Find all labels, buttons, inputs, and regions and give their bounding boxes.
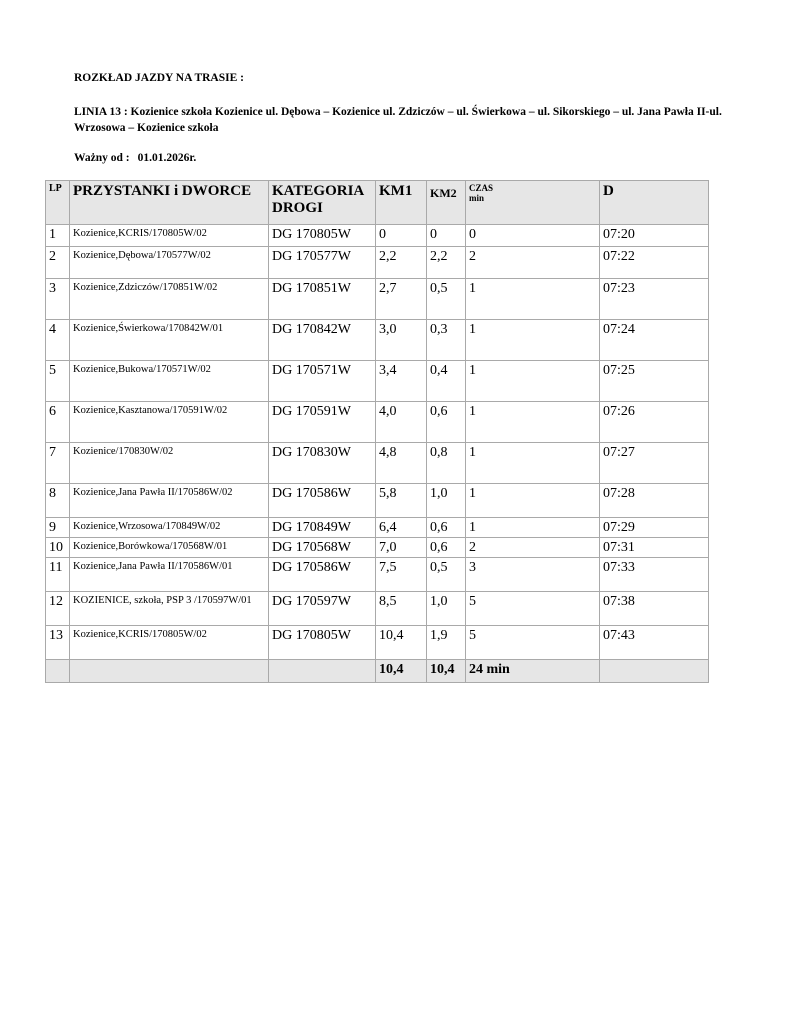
row-stop: Kozienice,KCRIS/170805W/02	[70, 225, 269, 247]
row-stop: Kozienice,Dębowa/170577W/02	[70, 247, 269, 279]
totals-row	[46, 660, 709, 683]
header-d: D	[600, 181, 709, 225]
row-lp: 1	[46, 225, 70, 247]
row-lp: 11	[46, 558, 70, 592]
header-czas	[466, 181, 600, 225]
row-stop: Kozienice,Wrzosowa/170849W/02	[70, 518, 269, 538]
table-row	[46, 592, 709, 626]
row-czas: 3	[466, 558, 600, 592]
row-km2: 1,0	[427, 484, 466, 518]
table-row	[46, 518, 709, 538]
row-stop: Kozienice,Borówkowa/170568W/01	[70, 538, 269, 558]
row-category: DG 170568W	[269, 538, 376, 558]
row-km2: 1,0	[427, 592, 466, 626]
row-km1: 0	[376, 225, 427, 247]
route-description: LINIA 13 : Kozienice szkoła Kozienice ul. Dębowa – Kozienice ul. Zdziczów – ul. Świerkowa – ul. Sikorskiego – ul. Jana Pawła II-ul. Wrzosowa – Kozienice szkoła	[74, 106, 722, 134]
row-d: 07:43	[600, 626, 709, 660]
row-km1: 7,5	[376, 558, 427, 592]
row-d: 07:38	[600, 592, 709, 626]
row-km1: 3,0	[376, 320, 427, 361]
row-czas: 1	[466, 320, 600, 361]
row-stop: Kozienice,Bukowa/170571W/02	[70, 361, 269, 402]
header-czas-unit: min	[469, 193, 485, 203]
table-row	[46, 484, 709, 518]
row-km2: 0,4	[427, 361, 466, 402]
row-d: 07:23	[600, 279, 709, 320]
row-km1: 5,8	[376, 484, 427, 518]
row-category: DG 170586W	[269, 484, 376, 518]
header-km2: KM2	[427, 181, 466, 225]
row-d: 07:25	[600, 361, 709, 402]
totals-lp-empty	[46, 660, 70, 683]
row-km1: 2,2	[376, 247, 427, 279]
row-lp: 13	[46, 626, 70, 660]
header-lp: LP	[46, 181, 70, 225]
row-category: DG 170849W	[269, 518, 376, 538]
row-category: DG 170597W	[269, 592, 376, 626]
row-czas: 5	[466, 626, 600, 660]
totals-category-empty	[269, 660, 376, 683]
row-stop: KOZIENICE, szkoła, PSP 3 /170597W/01	[70, 592, 269, 626]
row-km2: 0,6	[427, 402, 466, 443]
row-czas: 2	[466, 247, 600, 279]
header-czas-label: CZAS	[469, 183, 494, 193]
row-category: DG 170830W	[269, 443, 376, 484]
table-row	[46, 225, 709, 247]
row-czas: 1	[466, 484, 600, 518]
row-km2: 0,8	[427, 443, 466, 484]
row-category: DG 170805W	[269, 225, 376, 247]
timetable	[45, 180, 709, 683]
row-lp: 2	[46, 247, 70, 279]
row-km2: 0,6	[427, 538, 466, 558]
row-category: DG 170591W	[269, 402, 376, 443]
document-header	[74, 72, 734, 164]
row-lp: 10	[46, 538, 70, 558]
row-km2: 0,3	[427, 320, 466, 361]
row-stop: Kozienice,Jana Pawła II/170586W/01	[70, 558, 269, 592]
row-d: 07:24	[600, 320, 709, 361]
row-d: 07:29	[600, 518, 709, 538]
row-lp: 7	[46, 443, 70, 484]
row-lp: 12	[46, 592, 70, 626]
row-km1: 3,4	[376, 361, 427, 402]
row-stop: Kozienice,Kasztanowa/170591W/02	[70, 402, 269, 443]
row-lp: 6	[46, 402, 70, 443]
row-czas: 1	[466, 361, 600, 402]
validity-date: 01.01.2026r.	[137, 152, 197, 164]
row-lp: 5	[46, 361, 70, 402]
row-km1: 8,5	[376, 592, 427, 626]
row-category: DG 170577W	[269, 247, 376, 279]
table-row	[46, 558, 709, 592]
row-lp: 9	[46, 518, 70, 538]
row-czas: 1	[466, 402, 600, 443]
row-d: 07:33	[600, 558, 709, 592]
totals-czas: 24 min	[466, 660, 600, 683]
row-d: 07:20	[600, 225, 709, 247]
table-row	[46, 320, 709, 361]
row-km1: 2,7	[376, 279, 427, 320]
row-stop: Kozienice,Jana Pawła II/170586W/02	[70, 484, 269, 518]
totals-km1: 10,4	[376, 660, 427, 683]
row-category: DG 170842W	[269, 320, 376, 361]
totals-stop-empty	[70, 660, 269, 683]
row-km1: 4,8	[376, 443, 427, 484]
row-czas: 1	[466, 443, 600, 484]
row-stop: Kozienice/170830W/02	[70, 443, 269, 484]
row-d: 07:27	[600, 443, 709, 484]
row-d: 07:31	[600, 538, 709, 558]
header-stops: PRZYSTANKI i DWORCE	[70, 181, 269, 225]
row-d: 07:28	[600, 484, 709, 518]
row-d: 07:26	[600, 402, 709, 443]
row-lp: 4	[46, 320, 70, 361]
row-km2: 0	[427, 225, 466, 247]
table-row	[46, 247, 709, 279]
table-row	[46, 443, 709, 484]
row-stop: Kozienice,KCRIS/170805W/02	[70, 626, 269, 660]
totals-km2: 10,4	[427, 660, 466, 683]
row-km1: 7,0	[376, 538, 427, 558]
row-km2: 2,2	[427, 247, 466, 279]
row-d: 07:22	[600, 247, 709, 279]
row-km1: 10,4	[376, 626, 427, 660]
table-row	[46, 361, 709, 402]
row-czas: 5	[466, 592, 600, 626]
row-czas: 0	[466, 225, 600, 247]
row-km2: 1,9	[427, 626, 466, 660]
row-czas: 1	[466, 518, 600, 538]
row-lp: 3	[46, 279, 70, 320]
document-title: ROZKŁAD JAZDY NA TRASIE :	[74, 72, 244, 84]
row-czas: 2	[466, 538, 600, 558]
row-category: DG 170805W	[269, 626, 376, 660]
row-category: DG 170851W	[269, 279, 376, 320]
row-category: DG 170571W	[269, 361, 376, 402]
row-stop: Kozienice,Świerkowa/170842W/01	[70, 320, 269, 361]
row-lp: 8	[46, 484, 70, 518]
header-km1: KM1	[376, 181, 427, 225]
row-km2: 0,5	[427, 279, 466, 320]
validity-line	[74, 152, 734, 164]
row-km2: 0,5	[427, 558, 466, 592]
table-header-row	[46, 181, 709, 225]
table-row	[46, 626, 709, 660]
row-km1: 6,4	[376, 518, 427, 538]
row-stop: Kozienice,Zdziczów/170851W/02	[70, 279, 269, 320]
row-category: DG 170586W	[269, 558, 376, 592]
validity-label: Ważny od :	[74, 152, 130, 164]
table-row	[46, 279, 709, 320]
table-row	[46, 402, 709, 443]
table-row	[46, 538, 709, 558]
header-category: KATEGORIA DROGI	[269, 181, 376, 225]
totals-d-empty	[600, 660, 709, 683]
row-km1: 4,0	[376, 402, 427, 443]
row-czas: 1	[466, 279, 600, 320]
row-km2: 0,6	[427, 518, 466, 538]
